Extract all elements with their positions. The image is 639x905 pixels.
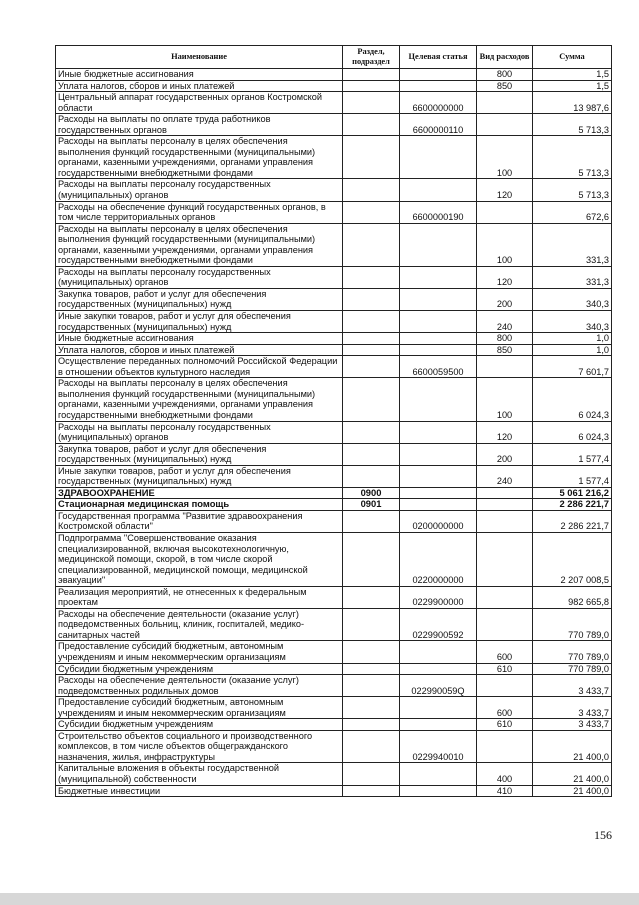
- table-row: [56, 465, 612, 487]
- row-amount: 5 713,3: [533, 114, 612, 136]
- row-expense-type: 100: [477, 223, 533, 266]
- row-target: [400, 223, 477, 266]
- row-expense-type: 240: [477, 465, 533, 487]
- scan-bottom-edge: [0, 893, 639, 905]
- row-name: Расходы на выплаты персоналу государственных (муниципальных) органов: [56, 179, 343, 201]
- row-target: 0229900000: [400, 586, 477, 608]
- row-section: [343, 421, 400, 443]
- row-amount: 2 207 008,5: [533, 532, 612, 586]
- row-amount: 6 024,3: [533, 378, 612, 421]
- row-target: [400, 763, 477, 785]
- row-name: Реализация мероприятий, не отнесенных к федеральным проектам: [56, 586, 343, 608]
- row-expense-type: 200: [477, 443, 533, 465]
- row-amount: 2 286 221,7: [533, 510, 612, 532]
- row-section: [343, 763, 400, 785]
- row-amount: 340,3: [533, 288, 612, 310]
- table-row: [56, 697, 612, 719]
- table-row: [56, 421, 612, 443]
- header-section: Раздел, подраздел: [343, 46, 400, 69]
- row-target: [400, 179, 477, 201]
- row-name: ЗДРАВООХРАНЕНИЕ: [56, 487, 343, 499]
- row-section: [343, 266, 400, 288]
- table-row: [56, 136, 612, 179]
- row-section: [343, 114, 400, 136]
- table-row: [56, 80, 612, 92]
- row-expense-type: [477, 510, 533, 532]
- row-amount: 5 061 216,2: [533, 487, 612, 499]
- row-section: [343, 69, 400, 81]
- row-expense-type: [477, 114, 533, 136]
- row-section: [343, 586, 400, 608]
- row-name: Иные бюджетные ассигнования: [56, 69, 343, 81]
- row-expense-type: 800: [477, 69, 533, 81]
- row-name: Стационарная медицинская помощь: [56, 499, 343, 511]
- row-name: Уплата налогов, сборов и иных платежей: [56, 344, 343, 356]
- row-section: [343, 333, 400, 345]
- row-amount: 1 577,4: [533, 465, 612, 487]
- budget-table-container: [55, 45, 612, 797]
- row-name: Предоставление субсидий бюджетным, автономным учреждениям и иным некоммерческим организациям: [56, 641, 343, 663]
- row-expense-type: 600: [477, 641, 533, 663]
- row-target: [400, 465, 477, 487]
- table-row: [56, 333, 612, 345]
- row-expense-type: 610: [477, 719, 533, 731]
- row-expense-type: [477, 532, 533, 586]
- table-row: [56, 223, 612, 266]
- table-row: [56, 443, 612, 465]
- row-name: Закупка товаров, работ и услуг для обеспечения государственных (муниципальных) нужд: [56, 443, 343, 465]
- row-name: Осуществление переданных полномочий Российской Федерации в отношении объектов культурного наследия: [56, 356, 343, 378]
- header-amount: Сумма: [533, 46, 612, 69]
- table-row: [56, 92, 612, 114]
- row-expense-type: [477, 586, 533, 608]
- row-expense-type: 120: [477, 179, 533, 201]
- row-name: Уплата налогов, сборов и иных платежей: [56, 80, 343, 92]
- table-row: [56, 69, 612, 81]
- row-amount: 331,3: [533, 223, 612, 266]
- table-row: [56, 785, 612, 797]
- row-section: [343, 378, 400, 421]
- table-row: [56, 608, 612, 641]
- table-row: [56, 510, 612, 532]
- row-name: Закупка товаров, работ и услуг для обеспечения государственных (муниципальных) нужд: [56, 288, 343, 310]
- row-name: Государственная программа "Развитие здравоохранения Костромской области": [56, 510, 343, 532]
- row-expense-type: [477, 499, 533, 511]
- row-target: [400, 719, 477, 731]
- row-section: [343, 675, 400, 697]
- row-expense-type: 410: [477, 785, 533, 797]
- row-section: [343, 356, 400, 378]
- table-row: [56, 114, 612, 136]
- row-section: [343, 223, 400, 266]
- row-target: 0220000000: [400, 532, 477, 586]
- row-amount: 1 577,4: [533, 443, 612, 465]
- row-section: [343, 608, 400, 641]
- row-name: Расходы на обеспечение деятельности (оказание услуг) подведомственных родильных домов: [56, 675, 343, 697]
- row-target: [400, 421, 477, 443]
- row-name: Иные закупки товаров, работ и услуг для обеспечения государственных (муниципальных) нужд: [56, 311, 343, 333]
- row-amount: 21 400,0: [533, 785, 612, 797]
- row-target: [400, 288, 477, 310]
- table-row: [56, 641, 612, 663]
- row-expense-type: 850: [477, 344, 533, 356]
- table-row: [56, 311, 612, 333]
- row-section: [343, 344, 400, 356]
- row-name: Расходы на выплаты персоналу государственных (муниципальных) органов: [56, 421, 343, 443]
- row-section: [343, 92, 400, 114]
- row-target: [400, 785, 477, 797]
- row-name: Расходы на выплаты персоналу в целях обеспечения выполнения функций государственными (муниципальными) органами, казенными учреждениями, органами управления государственными внебюджетными фондами: [56, 223, 343, 266]
- row-section: [343, 465, 400, 487]
- row-section: [343, 719, 400, 731]
- row-section: 0901: [343, 499, 400, 511]
- row-target: [400, 266, 477, 288]
- row-target: 0229900592: [400, 608, 477, 641]
- row-amount: 770 789,0: [533, 608, 612, 641]
- row-amount: 13 987,6: [533, 92, 612, 114]
- row-amount: 672,6: [533, 201, 612, 223]
- header-name: Наименование: [56, 46, 343, 69]
- row-target: [400, 443, 477, 465]
- row-amount: 21 400,0: [533, 730, 612, 763]
- header-expense-type: Вид расходов: [477, 46, 533, 69]
- row-name: Субсидии бюджетным учреждениям: [56, 663, 343, 675]
- row-target: [400, 311, 477, 333]
- row-target: [400, 499, 477, 511]
- row-amount: 982 665,8: [533, 586, 612, 608]
- row-amount: 1,0: [533, 333, 612, 345]
- row-section: [343, 663, 400, 675]
- table-row: [56, 675, 612, 697]
- row-amount: 1,5: [533, 80, 612, 92]
- row-section: [343, 136, 400, 179]
- row-expense-type: [477, 356, 533, 378]
- table-row: [56, 201, 612, 223]
- row-target: 6600059500: [400, 356, 477, 378]
- row-target: [400, 487, 477, 499]
- row-expense-type: [477, 608, 533, 641]
- row-amount: 5 713,3: [533, 179, 612, 201]
- row-amount: 770 789,0: [533, 663, 612, 675]
- row-amount: 5 713,3: [533, 136, 612, 179]
- row-expense-type: 120: [477, 266, 533, 288]
- table-row: [56, 763, 612, 785]
- row-expense-type: 800: [477, 333, 533, 345]
- row-amount: 331,3: [533, 266, 612, 288]
- row-section: [343, 311, 400, 333]
- row-amount: 770 789,0: [533, 641, 612, 663]
- row-name: Строительство объектов социального и производственного комплексов, в том числе объектов общегражданского назначения, жилья, инфраструктуры: [56, 730, 343, 763]
- row-expense-type: 400: [477, 763, 533, 785]
- row-expense-type: 100: [477, 378, 533, 421]
- row-section: [343, 785, 400, 797]
- row-section: [343, 510, 400, 532]
- row-target: [400, 80, 477, 92]
- row-amount: 1,5: [533, 69, 612, 81]
- table-row: [56, 663, 612, 675]
- row-name: Субсидии бюджетным учреждениям: [56, 719, 343, 731]
- table-body: [56, 69, 612, 797]
- row-section: [343, 179, 400, 201]
- row-name: Расходы на выплаты по оплате труда работников государственных органов: [56, 114, 343, 136]
- table-row: [56, 499, 612, 511]
- row-expense-type: [477, 487, 533, 499]
- table-header-row: [56, 46, 612, 69]
- row-expense-type: 240: [477, 311, 533, 333]
- row-expense-type: [477, 92, 533, 114]
- row-section: [343, 697, 400, 719]
- row-amount: 3 433,7: [533, 697, 612, 719]
- row-amount: 1,0: [533, 344, 612, 356]
- row-name: Иные бюджетные ассигнования: [56, 333, 343, 345]
- row-name: Расходы на выплаты персоналу государственных (муниципальных) органов: [56, 266, 343, 288]
- row-expense-type: [477, 675, 533, 697]
- row-target: [400, 344, 477, 356]
- row-section: [343, 532, 400, 586]
- row-section: [343, 730, 400, 763]
- table-row: [56, 586, 612, 608]
- row-name: Бюджетные инвестиции: [56, 785, 343, 797]
- row-name: Иные закупки товаров, работ и услуг для обеспечения государственных (муниципальных) нужд: [56, 465, 343, 487]
- row-target: 0200000000: [400, 510, 477, 532]
- row-target: [400, 663, 477, 675]
- row-amount: 340,3: [533, 311, 612, 333]
- row-name: Расходы на обеспечение деятельности (оказание услуг) подведомственных больниц, клиник, госпиталей, медико-санитарных частей: [56, 608, 343, 641]
- row-target: 6600000110: [400, 114, 477, 136]
- row-target: [400, 697, 477, 719]
- row-amount: 7 601,7: [533, 356, 612, 378]
- row-target: [400, 378, 477, 421]
- row-amount: 6 024,3: [533, 421, 612, 443]
- row-target: [400, 333, 477, 345]
- row-expense-type: 850: [477, 80, 533, 92]
- row-section: [343, 641, 400, 663]
- row-amount: 3 433,7: [533, 675, 612, 697]
- row-section: [343, 201, 400, 223]
- row-name: Подпрограмма "Совершенствование оказания специализированной, включая высокотехнологичную, медицинской помощи, скорой, в том числе скорой специализированной, медицинской помощи, медицинской эвакуации": [56, 532, 343, 586]
- row-section: [343, 288, 400, 310]
- header-target: Целевая статья: [400, 46, 477, 69]
- table-row: [56, 719, 612, 731]
- budget-table: [55, 45, 612, 797]
- row-expense-type: 610: [477, 663, 533, 675]
- row-section: 0900: [343, 487, 400, 499]
- row-expense-type: 120: [477, 421, 533, 443]
- table-row: [56, 266, 612, 288]
- table-row: [56, 378, 612, 421]
- row-name: Расходы на обеспечение функций государственных органов, в том числе территориальных органов: [56, 201, 343, 223]
- row-amount: 2 286 221,7: [533, 499, 612, 511]
- table-row: [56, 487, 612, 499]
- row-expense-type: [477, 730, 533, 763]
- row-name: Капитальные вложения в объекты государственной (муниципальной) собственности: [56, 763, 343, 785]
- row-target: 0229940010: [400, 730, 477, 763]
- table-row: [56, 344, 612, 356]
- row-amount: 21 400,0: [533, 763, 612, 785]
- row-section: [343, 80, 400, 92]
- row-name: Центральный аппарат государственных органов Костромской области: [56, 92, 343, 114]
- table-row: [56, 356, 612, 378]
- table-row: [56, 532, 612, 586]
- row-expense-type: 100: [477, 136, 533, 179]
- row-amount: 3 433,7: [533, 719, 612, 731]
- row-target: [400, 136, 477, 179]
- row-expense-type: [477, 201, 533, 223]
- row-name: Предоставление субсидий бюджетным, автономным учреждениям и иным некоммерческим организациям: [56, 697, 343, 719]
- row-name: Расходы на выплаты персоналу в целях обеспечения выполнения функций государственными (муниципальными) органами, казенными учреждениями, органами управления государственными внебюджетными фондами: [56, 378, 343, 421]
- row-target: 6600000190: [400, 201, 477, 223]
- row-target: [400, 69, 477, 81]
- row-target: 022990059Q: [400, 675, 477, 697]
- row-target: [400, 641, 477, 663]
- row-name: Расходы на выплаты персоналу в целях обеспечения выполнения функций государственными (муниципальными) органами, казенными учреждениями, органами управления государственными внебюджетными фондами: [56, 136, 343, 179]
- page-number: 156: [594, 828, 612, 842]
- table-row: [56, 179, 612, 201]
- table-row: [56, 730, 612, 763]
- row-expense-type: 200: [477, 288, 533, 310]
- row-expense-type: 600: [477, 697, 533, 719]
- row-target: 6600000000: [400, 92, 477, 114]
- row-section: [343, 443, 400, 465]
- table-row: [56, 288, 612, 310]
